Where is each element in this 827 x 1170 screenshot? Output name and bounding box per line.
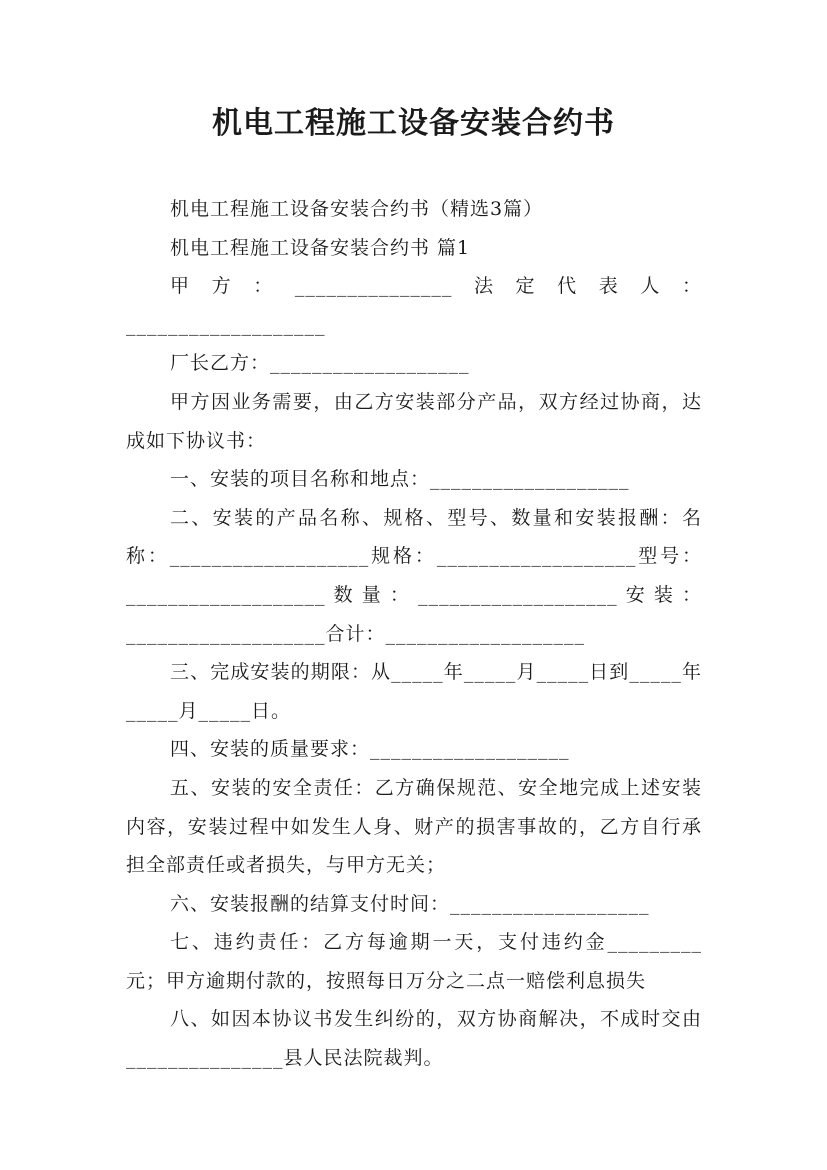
clause-5: 五、安装的安全责任：乙方确保规范、安全地完成上述安装内容，安装过程中如发生人身、财产的损害事故的，乙方自行承担全部责任或者损失，与甲方无关； <box>126 776 702 877</box>
document-body <box>126 190 702 1078</box>
paragraph-heading: 机电工程施工设备安装合约书 篇1 <box>170 236 471 259</box>
clause-3: 三、完成安装的期限：从_____年_____月_____日到_____年_____月_____日。 <box>126 661 702 722</box>
clause-8: 八、如因本协议书发生纠纷的，双方协商解决，不成时交由_______________县人民法院裁判。 <box>126 1008 702 1070</box>
paragraph-party-a: 甲方：_______________法定代表人：___________________ <box>126 275 702 336</box>
clause-2: 二、安装的产品名称、规格、型号、数量和安装报酬：名称：___________________规格：___________________型号：___________________数量：___________________安装：___________________合计：___________________ <box>126 506 702 645</box>
clause-6: 六、安装报酬的结算支付时间：___________________ <box>170 892 650 915</box>
clause-4: 四、安装的质量要求：___________________ <box>170 738 570 761</box>
clause-7: 七、违约责任：乙方每逾期一天，支付违约金_________元；甲方逾期付款的，按照每日万分之二点一赔偿利息损失 <box>126 931 702 992</box>
document-title: 机电工程施工设备安装合约书 <box>212 106 615 141</box>
clause-1: 一、安装的项目名称和地点：___________________ <box>170 468 630 491</box>
paragraph-intro: 机电工程施工设备安装合约书（精选3篇） <box>170 198 544 220</box>
paragraph-party-b: 厂长乙方：___________________ <box>170 352 470 375</box>
paragraph-preamble: 甲方因业务需要，由乙方安装部分产品，双方经过协商，达成如下协议书： <box>126 390 702 452</box>
